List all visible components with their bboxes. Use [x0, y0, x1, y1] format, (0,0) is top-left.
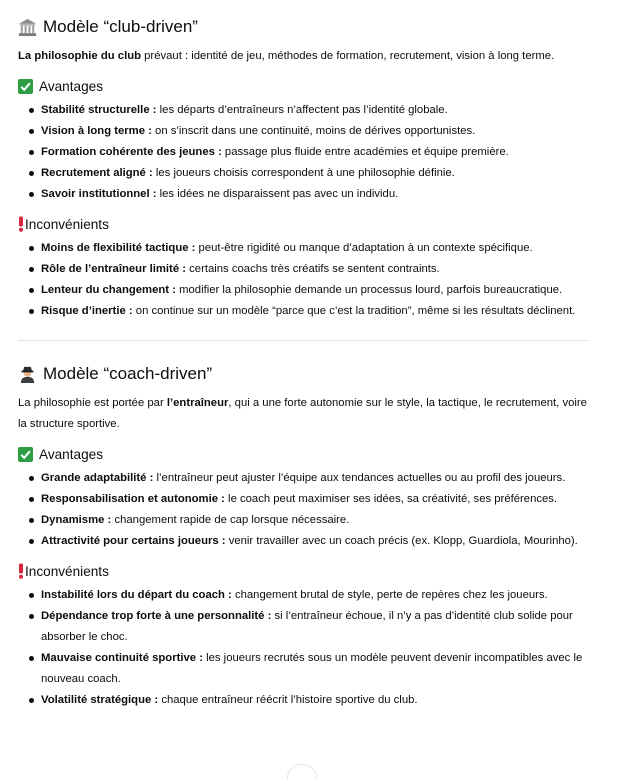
item-text: chaque entraîneur réécrit l’histoire sportive du club.: [158, 694, 418, 706]
club-drawbacks-heading: [18, 213, 598, 235]
item-text: on continue sur un modèle “parce que c’est la tradition”, même si les résultats déclinent.: [132, 305, 576, 317]
list-item: [41, 259, 598, 280]
club-drawbacks-title: Inconvénients: [25, 216, 109, 232]
item-text: si l’entraîneur échoue, il n’y a pas d’identité club solide pour absorber le choc.: [41, 610, 573, 643]
club-advantages-list: [18, 100, 598, 205]
coach-driven-heading: [18, 361, 598, 387]
item-term: Responsabilisation et autonomie :: [41, 493, 225, 505]
club-driven-heading: [18, 14, 598, 40]
coach-advantages-list: [18, 468, 598, 552]
item-text: les joueurs choisis correspondent à une philosophie définie.: [152, 167, 455, 179]
section-divider: [18, 340, 588, 341]
item-term: Mauvaise continuité sportive :: [41, 652, 203, 664]
coach-driven-title: Modèle “coach-driven”: [43, 364, 213, 383]
list-item: [41, 531, 598, 552]
list-item: [41, 648, 598, 690]
item-text: les joueurs recrutés sous un modèle peuvent devenir incompatibles avec le nouveau coach.: [41, 652, 583, 685]
coach-intro-rest: , qui a une forte autonomie sur le style, la tactique, le recrutement, voire la structure sportive.: [18, 397, 587, 430]
item-term: Dépendance trop forte à une personnalité :: [41, 610, 272, 622]
item-text: l’entraîneur peut ajuster l’équipe aux tendances actuelles ou au profil des joueurs.: [153, 472, 566, 484]
item-term: Instabilité lors du départ du coach :: [41, 589, 232, 601]
club-drawbacks-list: [18, 238, 598, 322]
list-item: [41, 184, 598, 205]
classical-building-icon: [18, 18, 37, 37]
coach-drawbacks-list: [18, 585, 598, 711]
item-term: Risque d’inertie :: [41, 305, 133, 317]
item-term: Lenteur du changement :: [41, 284, 176, 296]
item-text: certains coachs très créatifs se sentent contraints.: [186, 263, 440, 275]
item-text: passage plus fluide entre académies et équipe première.: [221, 146, 509, 158]
coach-driven-section: [18, 361, 598, 711]
coach-advantages-heading: [18, 443, 598, 465]
list-item: [41, 606, 598, 648]
item-term: Formation cohérente des jeunes :: [41, 146, 222, 158]
club-advantages-title: Avantages: [39, 78, 103, 94]
club-driven-title: Modèle “club-driven”: [43, 17, 198, 36]
coach-intro-start: La philosophie est portée par: [18, 397, 167, 409]
list-item: [41, 489, 598, 510]
check-mark-icon: [18, 447, 33, 462]
club-intro-bold: La philosophie du club: [18, 50, 142, 62]
item-term: Moins de flexibilité tactique :: [41, 242, 196, 254]
item-term: Recrutement aligné :: [41, 167, 153, 179]
list-item: [41, 585, 598, 606]
list-item: [41, 100, 598, 121]
coach-advantages-title: Avantages: [39, 446, 103, 462]
list-item: [41, 468, 598, 489]
exclamation-icon: [18, 216, 24, 232]
item-term: Savoir institutionnel :: [41, 188, 157, 200]
list-item: [41, 301, 598, 322]
item-text: venir travailler avec un coach précis (ex. Klopp, Guardiola, Mourinho).: [225, 535, 578, 547]
club-advantages-heading: [18, 75, 598, 97]
list-item: [41, 142, 598, 163]
item-text: les départs d’entraîneurs n’affectent pas l’identité globale.: [156, 104, 448, 116]
list-item: [41, 280, 598, 301]
coach-intro-bold: l’entraîneur: [166, 397, 229, 409]
scroll-down-button[interactable]: [287, 764, 317, 779]
check-mark-icon: [18, 79, 33, 94]
document-body: [18, 14, 598, 711]
list-item: [41, 121, 598, 142]
man-detective-icon: [18, 365, 37, 384]
coach-drawbacks-title: Inconvénients: [25, 563, 109, 579]
item-text: peut-être rigidité ou manque d’adaptation à un contexte spécifique.: [195, 242, 533, 254]
club-driven-section: [18, 14, 598, 322]
list-item: [41, 690, 598, 711]
exclamation-icon: [18, 563, 24, 579]
item-term: Rôle de l’entraîneur limité :: [41, 263, 187, 275]
item-term: Dynamisme :: [41, 514, 112, 526]
list-item: [41, 510, 598, 531]
item-text: les idées ne disparaissent pas avec un individu.: [156, 188, 399, 200]
item-term: Volatilité stratégique :: [41, 694, 159, 706]
coach-drawbacks-heading: [18, 560, 598, 582]
item-text: modifier la philosophie demande un processus lourd, parfois bureaucratique.: [175, 284, 563, 296]
item-text: on s’inscrit dans une continuité, moins de dérives opportunistes.: [151, 125, 476, 137]
item-term: Stabilité structurelle :: [41, 104, 157, 116]
item-text: changement rapide de cap lorsque nécessaire.: [111, 514, 350, 526]
item-term: Attractivité pour certains joueurs :: [41, 535, 226, 547]
item-text: changement brutal de style, perte de repères chez les joueurs.: [231, 589, 548, 601]
coach-driven-intro: [18, 393, 598, 435]
list-item: [41, 238, 598, 259]
item-term: Vision à long terme :: [41, 125, 152, 137]
item-term: Grande adaptabilité :: [41, 472, 154, 484]
list-item: [41, 163, 598, 184]
club-intro-rest: prévaut : identité de jeu, méthodes de formation, recrutement, vision à long terme.: [141, 50, 555, 62]
club-driven-intro: [18, 46, 598, 67]
item-text: le coach peut maximiser ses idées, sa créativité, ses préférences.: [224, 493, 558, 505]
